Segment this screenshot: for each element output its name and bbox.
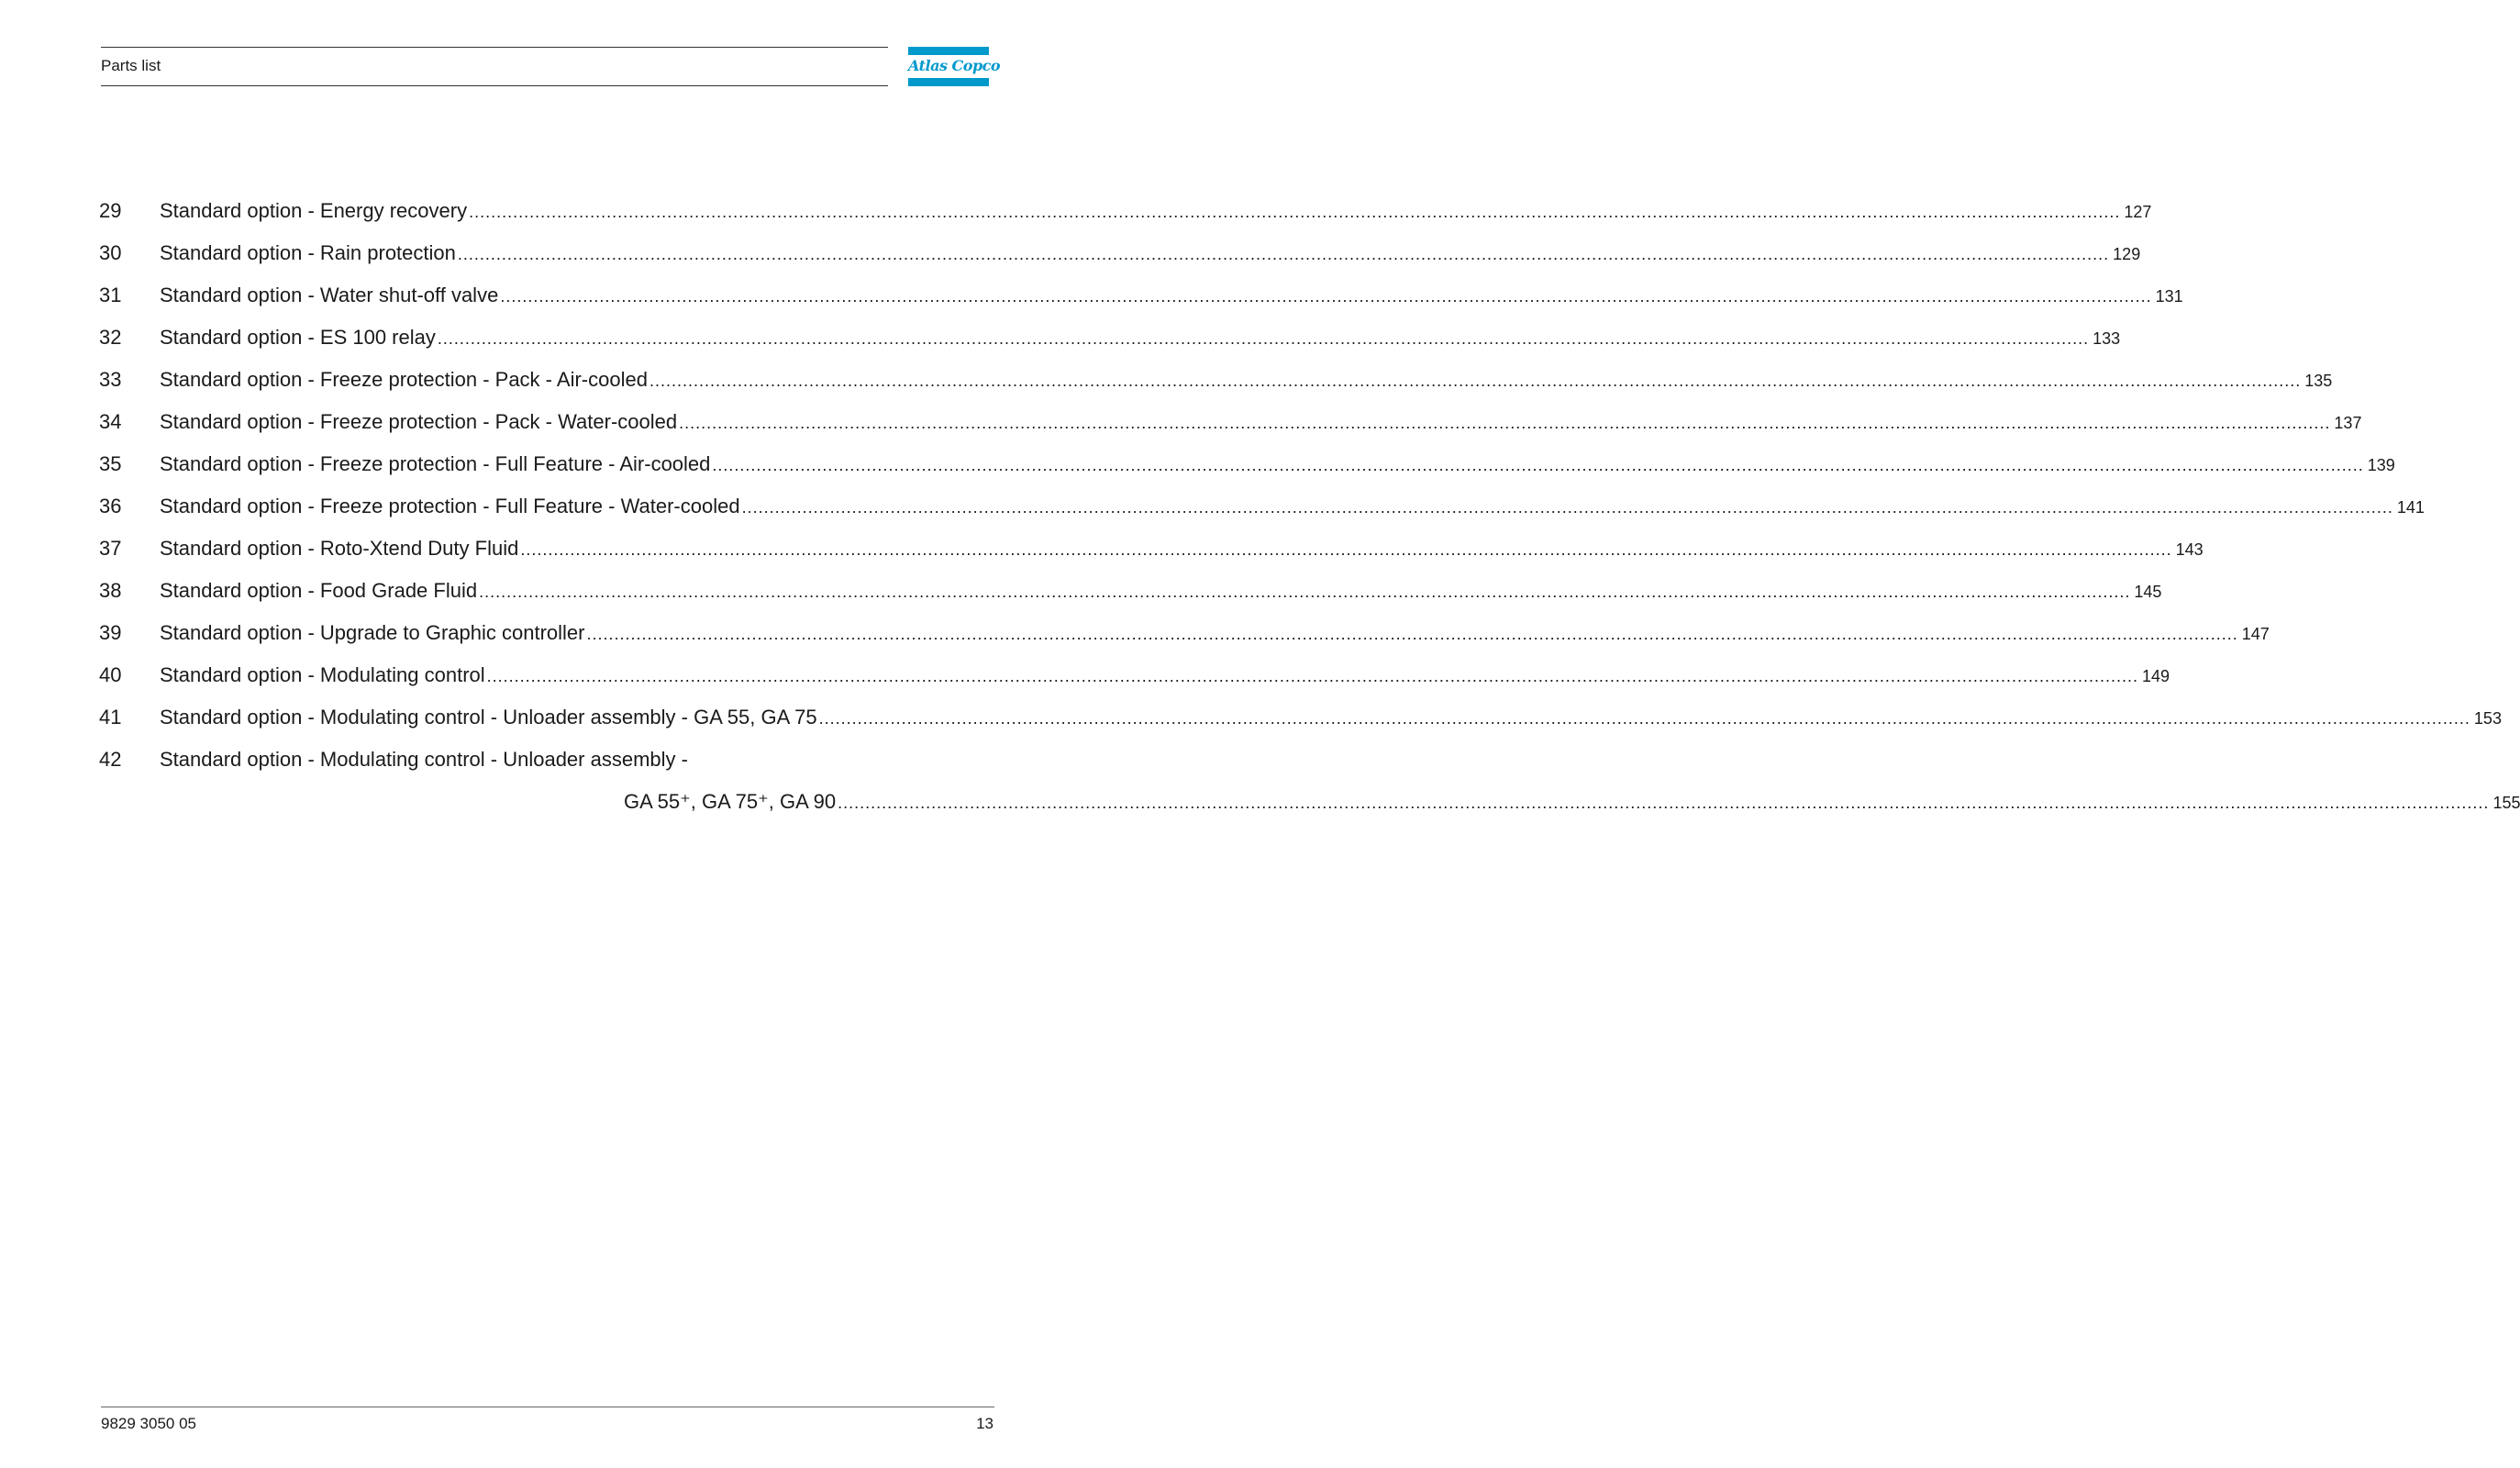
toc-entry-number: 30 <box>99 241 122 264</box>
logo-bar-bottom <box>908 78 989 86</box>
toc-leader-dots: ............................................................................................................................................................................................................................................................................................................ <box>838 794 2490 812</box>
toc-entry-page: 153 <box>2473 709 2502 728</box>
toc-leader-dots: ............................................................................................................................................................................................................................................................................................................ <box>457 245 2110 263</box>
toc-entry[interactable] <box>0 238 2141 280</box>
toc-entry-page: 141 <box>2396 498 2425 517</box>
toc-leader-dots: ............................................................................................................................................................................................................................................................................................................ <box>437 329 2090 348</box>
toc-entry[interactable] <box>0 322 2121 364</box>
toc-entry-page: 129 <box>2113 245 2141 263</box>
toc-entry-title: Standard option - Rain protection <box>160 241 456 264</box>
toc-entry-title: Standard option - Modulating control <box>160 663 485 686</box>
toc-entry-number: 37 <box>99 537 122 560</box>
toc-entry-number: 29 <box>99 199 122 222</box>
toc-entry-line <box>160 621 2270 646</box>
toc-entry-title: Standard option - Freeze protection - Pack - Air-cooled <box>160 368 648 391</box>
toc-entry[interactable] <box>0 660 2170 702</box>
toc-entry[interactable] <box>0 364 2333 406</box>
toc-entry-page: 135 <box>2304 372 2333 390</box>
toc-entry-title: Standard option - ES 100 relay <box>160 326 436 349</box>
toc-entry-title: Standard option - Modulating control - Unloader assembly - <box>160 748 688 771</box>
toc-entry-line <box>160 495 2425 519</box>
toc-entry-line <box>160 410 2362 435</box>
toc-entry-title: Standard option - Food Grade Fluid <box>160 579 478 602</box>
toc-entry[interactable] <box>0 406 2362 449</box>
toc-entry-page: 131 <box>2155 287 2183 306</box>
toc-entry[interactable] <box>0 280 2183 322</box>
toc-entry-page: 147 <box>2241 625 2270 643</box>
toc-leader-dots: ............................................................................................................................................................................................................................................................................................................ <box>586 625 2238 643</box>
toc-entry-line <box>160 579 2162 604</box>
toc-entry-continuation[interactable] <box>0 786 2520 829</box>
toc-entry-page: 137 <box>2334 414 2362 432</box>
atlas-copco-logo <box>908 47 1001 86</box>
toc-entry[interactable] <box>0 449 2395 491</box>
toc-entry-title: Standard option - Water shut-off valve <box>160 284 499 306</box>
page-number: 13 <box>976 1415 994 1432</box>
toc-entry-title: Standard option - Freeze protection - Full Feature - Air-cooled <box>160 452 711 475</box>
toc-entry-line <box>160 241 2141 266</box>
toc-entry-title: Standard option - Freeze protection - Pack - Water-cooled <box>160 410 678 433</box>
toc-leader-dots: ............................................................................................................................................................................................................................................................................................................ <box>479 583 2131 601</box>
toc-entry-number: 34 <box>99 410 122 433</box>
toc-entry-line <box>160 284 2183 308</box>
toc-entry-number: 33 <box>99 368 122 391</box>
toc-entry-page: 133 <box>2093 329 2121 348</box>
toc-entry-title: Standard option - Modulating control - Unloader assembly - GA 55, GA 75 <box>160 706 817 728</box>
toc-entry-page: 139 <box>2367 456 2395 474</box>
toc-entry-page: 155 <box>2492 794 2520 812</box>
toc-entry-number: 35 <box>99 452 122 475</box>
toc-entry-line <box>160 537 2204 562</box>
toc-leader-dots: ............................................................................................................................................................................................................................................................................................................ <box>712 456 2364 474</box>
toc-entry-number: 36 <box>99 495 122 517</box>
toc-leader-dots: ............................................................................................................................................................................................................................................................................................................ <box>520 540 2172 559</box>
toc-entry-number: 40 <box>99 663 122 686</box>
toc-entry-page: 127 <box>2124 203 2152 221</box>
toc-entry-number: 41 <box>99 706 122 728</box>
toc-entry-page: 149 <box>2141 667 2170 685</box>
toc-leader-dots: ............................................................................................................................................................................................................................................................................................................ <box>469 203 2121 221</box>
header-title: Parts list <box>101 57 161 74</box>
toc-entry-title: Standard option - Roto-Xtend Duty Fluid <box>160 537 519 560</box>
toc-entry[interactable] <box>0 533 2204 575</box>
toc-entry-number: 42 <box>99 748 122 771</box>
toc-leader-dots: ............................................................................................................................................................................................................................................................................................................ <box>649 372 2302 390</box>
toc-entry-number: 31 <box>99 284 122 306</box>
toc-leader-dots: ............................................................................................................................................................................................................................................................................................................ <box>486 667 2138 685</box>
toc-entry-line <box>160 663 2170 688</box>
toc-entry-page: 145 <box>2134 583 2162 601</box>
logo-bar-top <box>908 47 989 55</box>
toc-leader-dots: ............................................................................................................................................................................................................................................................................................................ <box>818 709 2470 728</box>
toc-entry-title: Standard option - Freeze protection - Full Feature - Water-cooled <box>160 495 740 517</box>
toc-entry-line <box>160 326 2121 350</box>
toc-entry[interactable] <box>0 195 2152 238</box>
document-number: 9829 3050 05 <box>101 1415 196 1432</box>
toc-leader-dots: ............................................................................................................................................................................................................................................................................................................ <box>741 498 2393 517</box>
toc-entry[interactable] <box>0 744 1038 786</box>
toc-entry-number: 38 <box>99 579 122 602</box>
header-rule-bottom <box>101 85 888 86</box>
toc-leader-dots: ............................................................................................................................................................................................................................................................................................................ <box>679 414 2331 432</box>
header-rule-top <box>101 47 888 48</box>
toc-entry[interactable] <box>0 491 2425 533</box>
toc-entry-line <box>624 790 2520 815</box>
toc-entry-number: 39 <box>99 621 122 644</box>
toc-entry-line <box>160 706 2502 730</box>
table-of-contents <box>0 195 2520 829</box>
toc-entry-line <box>160 368 2333 393</box>
logo-text: Atlas Copco <box>908 57 1001 74</box>
toc-entry[interactable] <box>0 702 2502 744</box>
toc-entry-line <box>160 199 2152 224</box>
toc-leader-dots: ............................................................................................................................................................................................................................................................................................................ <box>500 287 2152 306</box>
toc-entry-page: 143 <box>2175 540 2204 559</box>
toc-entry-number: 32 <box>99 326 122 349</box>
page-header <box>0 0 1038 92</box>
toc-entry-title: Standard option - Upgrade to Graphic controller <box>160 621 585 644</box>
toc-entry[interactable] <box>0 617 2270 660</box>
toc-entry[interactable] <box>0 575 2162 617</box>
toc-entry-title-continued: GA 55⁺, GA 75⁺, GA 90 <box>624 790 837 813</box>
toc-entry-line <box>160 452 2395 477</box>
toc-entry-title: Standard option - Energy recovery <box>160 199 468 222</box>
